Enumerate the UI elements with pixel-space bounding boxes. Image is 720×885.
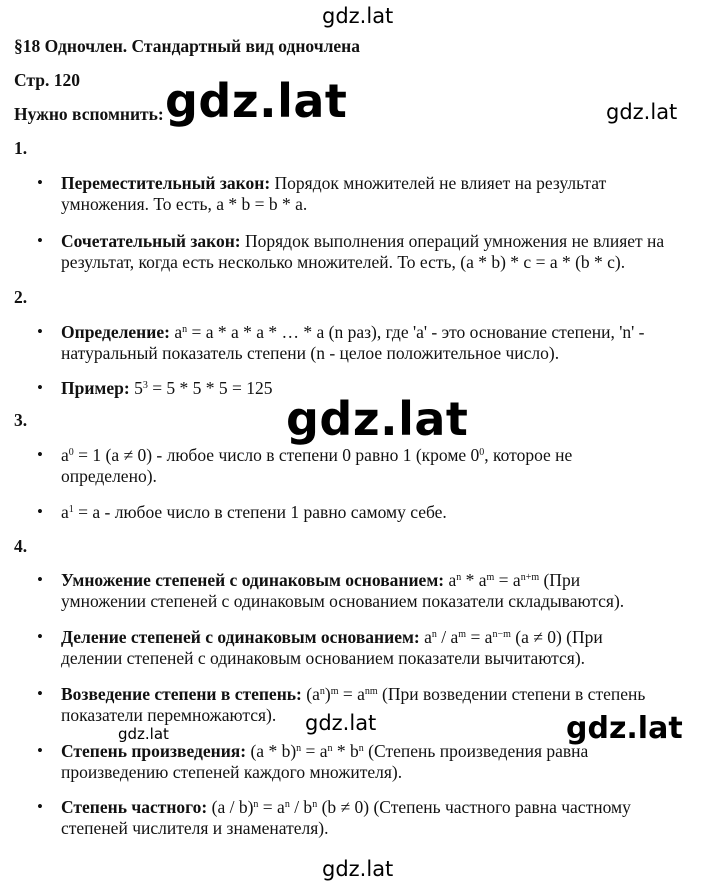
section-number: 2. bbox=[14, 287, 28, 307]
section-number: 3. bbox=[14, 410, 28, 430]
watermark-right-mid: gdz.lat bbox=[566, 711, 683, 746]
term-label: Сочетательный закон: bbox=[61, 231, 241, 251]
list-item: Переместительный закон: Порядок множителей не влияет на результат bbox=[61, 173, 607, 193]
bullet-icon: • bbox=[37, 322, 43, 341]
list-item: Определение: $a^n = a * a * a$ * … * a (n раз), где 'a' - это основание степени, 'n' - bbox=[61, 322, 645, 342]
page-title: §18 Одночлен. Стандартный вид одночлена bbox=[14, 36, 361, 56]
term-label: Умножение степеней с одинаковым основанием: bbox=[61, 570, 445, 590]
watermark-center-big: gdz.lat bbox=[286, 392, 469, 446]
list-item: Пример: $5^3 = 5 * 5 * 5 = 125$ bbox=[61, 378, 273, 398]
recall-heading: Нужно вспомнить: bbox=[14, 104, 164, 124]
page-number: Стр. 120 bbox=[14, 70, 80, 90]
bullet-icon: • bbox=[37, 173, 43, 192]
watermark-mid-tiny: gdz.lat bbox=[118, 725, 169, 743]
section-number: 4. bbox=[14, 536, 28, 556]
list-item-continuation: степеней числителя и знаменателя). bbox=[61, 818, 329, 838]
bullet-icon: • bbox=[37, 502, 43, 521]
list-item-continuation: произведению степеней каждого множителя). bbox=[61, 762, 403, 782]
watermark-big-left: gdz.lat bbox=[165, 74, 348, 128]
list-item-continuation: умножения. То есть, a * b = b * a. bbox=[61, 194, 308, 214]
bullet-icon: • bbox=[37, 627, 43, 646]
bullet-icon: • bbox=[37, 684, 43, 703]
list-item-continuation: определено). bbox=[61, 466, 157, 486]
list-item: Степень частного: $(a / b)^n = a^n / b^n$ (b ≠ 0) (Степень частного равна частному bbox=[61, 797, 631, 817]
list-item: Умножение степеней с одинаковым основанием: $a^n * a^m = a^{n+m}$ (При bbox=[61, 570, 581, 590]
term-label: Степень произведения: bbox=[61, 741, 247, 761]
term-label: Степень частного: bbox=[61, 797, 208, 817]
bullet-icon: • bbox=[37, 797, 43, 816]
watermark-mid-small: gdz.lat bbox=[305, 711, 377, 735]
term-label: Деление степеней с одинаковым основанием: bbox=[61, 627, 420, 647]
watermark-bottom: gdz.lat bbox=[322, 857, 394, 881]
list-item-continuation: показатели перемножаются). bbox=[61, 705, 277, 725]
watermark-top: gdz.lat bbox=[322, 4, 394, 28]
list-item: Сочетательный закон: Порядок выполнения операций умножения не влияет на bbox=[61, 231, 665, 251]
list-item: Деление степеней с одинаковым основанием: $a^n / a^m = a^{n-m}$ (a ≠ 0) (При bbox=[61, 627, 603, 647]
watermark-right-top: gdz.lat bbox=[606, 100, 678, 124]
term-label: Определение: bbox=[61, 322, 170, 342]
term-label: Переместительный закон: bbox=[61, 173, 271, 193]
list-item: $a^1 = a$ - любое число в степени 1 равно самому себе. bbox=[61, 502, 447, 522]
term-label: Пример: bbox=[61, 378, 130, 398]
list-item-continuation: умножении степеней с одинаковым основанием показатели складываются). bbox=[61, 591, 625, 611]
list-item-continuation: натуральный показатель степени (n - целое положительное число). bbox=[61, 343, 560, 363]
list-item: $a^0 = 1$ (a ≠ 0) - любое число в степени 0 равно 1 (кроме $0^0$, которое не bbox=[61, 445, 573, 465]
list-item-continuation: делении степеней с одинаковым основанием показатели вычитаются). bbox=[61, 648, 586, 668]
bullet-icon: • bbox=[37, 378, 43, 397]
bullet-icon: • bbox=[37, 570, 43, 589]
bullet-icon: • bbox=[37, 741, 43, 760]
section-number: 1. bbox=[14, 138, 28, 158]
bullet-icon: • bbox=[37, 445, 43, 464]
list-item: Степень произведения: $(a * b)^n = a^n * b^n$ (Степень произведения равна bbox=[61, 741, 589, 761]
list-item: Возведение степени в степень: $(a^n)^m = a^{nm}$ (При возведении степени в степень bbox=[61, 684, 646, 704]
bullet-icon: • bbox=[37, 231, 43, 250]
term-label: Возведение степени в степень: bbox=[61, 684, 302, 704]
list-item-continuation: результат, когда есть несколько множителей. То есть, (a * b) * c = a * (b * c). bbox=[61, 252, 626, 272]
